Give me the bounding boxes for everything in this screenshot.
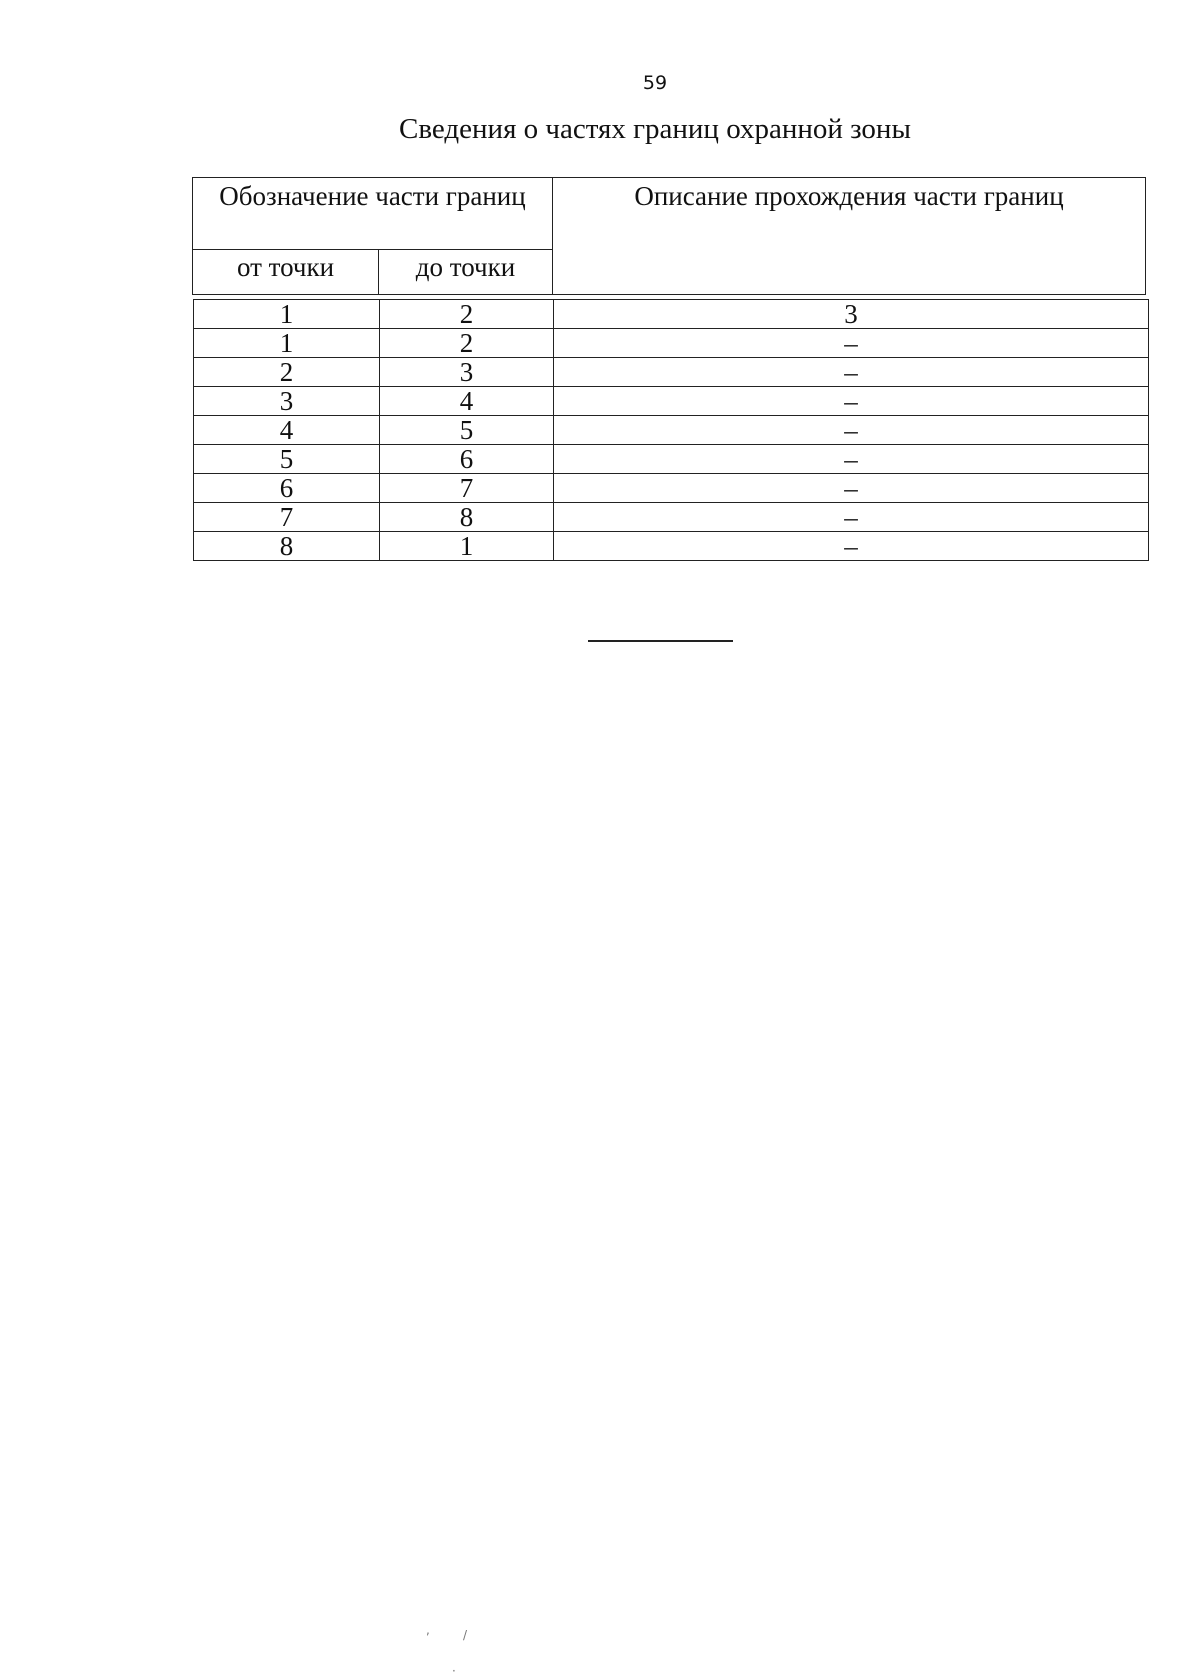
header-from-point: от точки: [236, 252, 335, 282]
from-point-cell: 8: [194, 532, 380, 561]
to-point-cell: 3: [380, 358, 554, 387]
from-point-cell: 2: [194, 358, 380, 387]
from-point-cell: 6: [194, 474, 380, 503]
table-row: [194, 503, 1149, 532]
table-row: [194, 532, 1149, 561]
description-cell: –: [554, 329, 1149, 358]
table-row: [194, 445, 1149, 474]
boundary-parts-table: [193, 299, 1149, 561]
table-row: [194, 474, 1149, 503]
description-cell: –: [554, 474, 1149, 503]
from-point-cell: 3: [194, 387, 380, 416]
table-row: [194, 358, 1149, 387]
table-row: [194, 329, 1149, 358]
column-number: 1: [194, 300, 380, 329]
description-cell: –: [554, 387, 1149, 416]
from-point-cell: 7: [194, 503, 380, 532]
to-point-cell: 6: [380, 445, 554, 474]
column-number: 2: [380, 300, 554, 329]
scan-artifact-mark: ,: [426, 1623, 430, 1637]
to-point-cell: 7: [380, 474, 554, 503]
from-point-cell: 5: [194, 445, 380, 474]
description-cell: –: [554, 445, 1149, 474]
description-cell: –: [554, 532, 1149, 561]
header-description: Описание прохождения части границ: [634, 181, 1064, 211]
to-point-cell: 5: [380, 416, 554, 445]
header-subdivider: [193, 249, 552, 250]
document-title: Сведения о частях границ охранной зоны: [399, 113, 911, 145]
table-row: [194, 416, 1149, 445]
table-header: [192, 177, 1146, 295]
to-point-cell: 2: [380, 329, 554, 358]
from-point-cell: 4: [194, 416, 380, 445]
table-row: [194, 387, 1149, 416]
page-number: 59: [642, 72, 668, 94]
column-number-row: [194, 300, 1149, 329]
description-cell: –: [554, 503, 1149, 532]
to-point-cell: 4: [380, 387, 554, 416]
scan-artifact-mark: ·: [452, 1664, 456, 1678]
header-designation: Обозначение части границ: [219, 181, 526, 211]
end-of-document-rule: [588, 640, 733, 642]
header-to-point: до точки: [415, 252, 516, 282]
description-cell: –: [554, 416, 1149, 445]
description-cell: –: [554, 358, 1149, 387]
to-point-cell: 8: [380, 503, 554, 532]
column-number: 3: [554, 300, 1149, 329]
to-point-cell: 1: [380, 532, 554, 561]
scan-artifact-mark: /: [463, 1628, 468, 1642]
from-point-cell: 1: [194, 329, 380, 358]
